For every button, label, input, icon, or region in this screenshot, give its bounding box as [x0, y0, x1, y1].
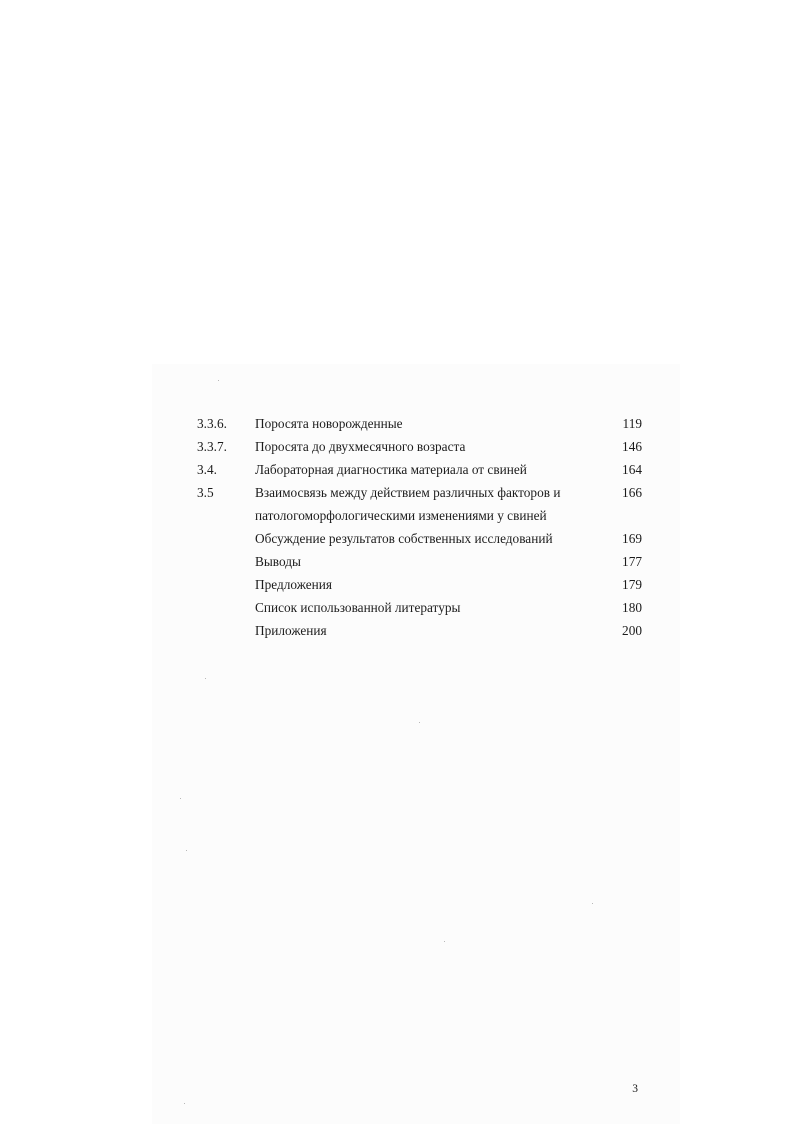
scan-speck	[592, 903, 593, 904]
toc-entry-title: Лабораторная диагностика материала от свиней	[255, 462, 527, 477]
toc-entry	[0, 481, 795, 527]
scan-speck	[419, 722, 420, 723]
toc-entry	[0, 619, 795, 642]
toc-entry-page: 200	[622, 623, 642, 638]
toc-entry	[0, 412, 795, 435]
toc-entry-page: 146	[622, 439, 642, 454]
toc-entry	[0, 550, 795, 573]
toc-entry-title: Приложения	[255, 623, 327, 638]
toc-entry-page: 179	[622, 577, 642, 592]
toc-entry-title: Поросята новорожденные	[255, 416, 403, 431]
toc-entry-title: Поросята до двухмесячного возраста	[255, 439, 466, 454]
toc-entry-title: Список использованной литературы	[255, 600, 461, 615]
toc-entry-page: 169	[622, 531, 642, 546]
toc-entry-number: 3.3.7.	[197, 439, 227, 454]
scan-speck	[218, 380, 219, 381]
toc-entry-page: 164	[622, 462, 642, 477]
toc-entry-page: 166	[622, 485, 642, 500]
toc-entry-number: 3.4.	[197, 462, 217, 477]
page-number: 3	[632, 1083, 638, 1095]
toc-entry	[0, 573, 795, 596]
toc-entry-title: Обсуждение результатов собственных исследований	[255, 531, 553, 546]
toc-entry-number: 3.5	[197, 485, 214, 500]
scan-speck	[180, 798, 181, 799]
toc-entry-page: 119	[622, 416, 642, 431]
toc-entry-title: Выводы	[255, 554, 301, 569]
toc-entry-page: 180	[622, 600, 642, 615]
toc-entry	[0, 596, 795, 619]
toc-entry-page: 177	[622, 554, 642, 569]
toc-entry-title: Взаимосвязь между действием различных факторов и патологоморфологическими изменениями у свиней	[255, 485, 561, 523]
toc-entry	[0, 435, 795, 458]
scan-speck	[444, 941, 445, 942]
scan-speck	[184, 1103, 185, 1104]
scan-speck	[186, 850, 187, 851]
toc-entry-title: Предложения	[255, 577, 332, 592]
toc-entry	[0, 527, 795, 550]
scan-speck	[205, 678, 206, 679]
toc-entry	[0, 458, 795, 481]
toc-entry-number: 3.3.6.	[197, 416, 227, 431]
